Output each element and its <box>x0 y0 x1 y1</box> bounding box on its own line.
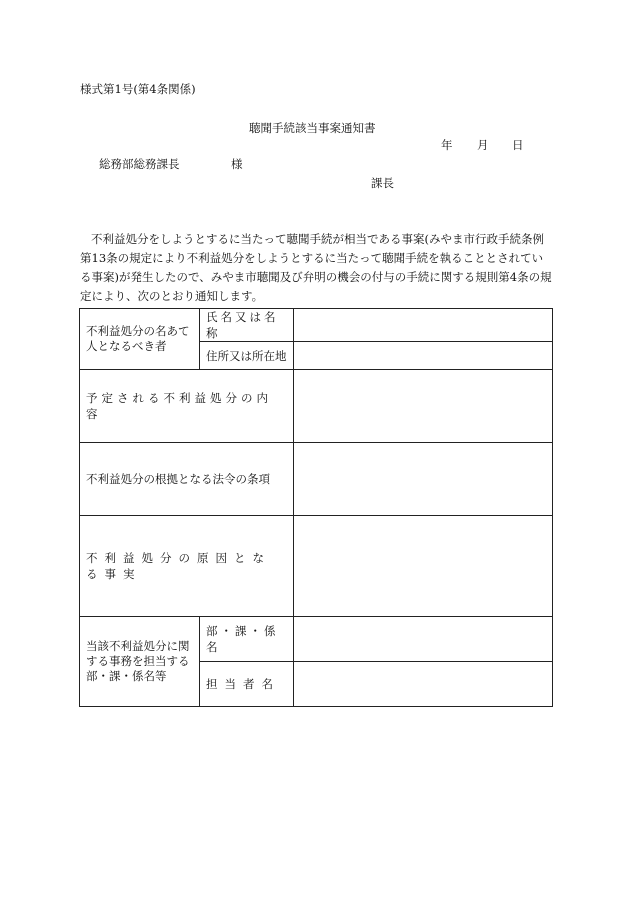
date-year-label: 年 <box>441 138 453 152</box>
person-value-cell[interactable] <box>294 662 553 707</box>
dept-value-cell[interactable] <box>294 617 553 662</box>
cause-value-cell[interactable] <box>294 516 553 617</box>
notice-body-text: 不利益処分をしようとするに当たって聴聞手続が相当である事案(みやま市行政手続条例第13条の規定により不利益処分をしようとするに当たって聴聞手続を執ることとされている事案)が発生したので、みやま市聴聞及び弁明の機会の付与の手続に関する規則第4条の規定により、次のとおり通知します。 <box>80 232 552 303</box>
document-title: 聴聞手続該当事案通知書 <box>249 121 376 135</box>
address-label-cell: 住所又は所在地 <box>200 342 294 370</box>
content-value-cell[interactable] <box>294 370 553 443</box>
table-row <box>80 309 553 342</box>
date-day-label: 日 <box>512 138 524 152</box>
dept-header-cell: 当該不利益処分に関する事務を担当する部・課・係名等 <box>80 617 200 707</box>
name-value-cell[interactable] <box>294 309 553 342</box>
table-row <box>80 617 553 662</box>
dept-label-cell: 部・課・係名 <box>200 617 294 662</box>
cause-label-cell: 不利益処分の原因となる事実 <box>80 516 294 617</box>
name-label-cell: 氏名又は名称 <box>200 309 294 342</box>
table-row <box>80 370 553 443</box>
person-label-cell: 担当者名 <box>200 662 294 707</box>
notice-table <box>79 308 553 707</box>
date-month-label: 月 <box>477 138 489 152</box>
addressee-honorific: 様 <box>231 157 243 171</box>
sender-title: 課長 <box>371 176 394 190</box>
law-label-cell: 不利益処分の根拠となる法令の条項 <box>80 443 294 516</box>
table-row <box>80 443 553 516</box>
content-label-cell: 予定される不利益処分の内容 <box>80 370 294 443</box>
form-number-label: 様式第1号(第4条関係) <box>80 82 196 96</box>
address-value-cell[interactable] <box>294 342 553 370</box>
table-row <box>80 516 553 617</box>
addressee: 総務部総務課長 <box>99 157 180 171</box>
law-value-cell[interactable] <box>294 443 553 516</box>
recipient-header-cell: 不利益処分の名あて人となるべき者 <box>80 309 200 370</box>
